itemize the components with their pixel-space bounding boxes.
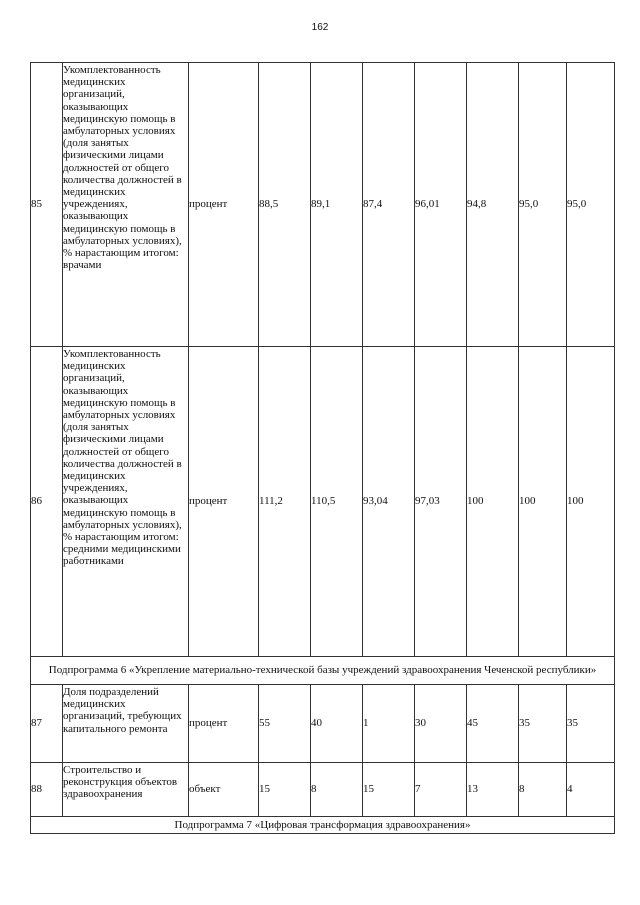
indicators-table <box>30 62 615 834</box>
value-cell: 55 <box>259 685 311 763</box>
value-cell: 97,03 <box>415 347 467 657</box>
value-cell: 15 <box>259 763 311 817</box>
value-cell: 87,4 <box>363 63 415 347</box>
value-cell: 95,0 <box>519 63 567 347</box>
value-cell: 94,8 <box>467 63 519 347</box>
row-number: 88 <box>31 763 63 817</box>
row-number: 87 <box>31 685 63 763</box>
indicator-name: Доля подразделений медицинских организаций, требующих капитального ремонта <box>63 685 189 763</box>
table-row <box>31 63 615 347</box>
table-row <box>31 685 615 763</box>
table-row <box>31 347 615 657</box>
value-cell: 8 <box>311 763 363 817</box>
subprogram-header-row <box>31 657 615 685</box>
value-cell: 13 <box>467 763 519 817</box>
value-cell: 100 <box>467 347 519 657</box>
unit-cell: объект <box>189 763 259 817</box>
value-cell: 89,1 <box>311 63 363 347</box>
value-cell: 110,5 <box>311 347 363 657</box>
subprogram-title: Подпрограмма 6 «Укрепление материально-технической базы учреждений здравоохранения Чеченской республики» <box>31 657 615 685</box>
value-cell: 95,0 <box>567 63 615 347</box>
table-row <box>31 763 615 817</box>
value-cell: 93,04 <box>363 347 415 657</box>
unit-cell: процент <box>189 685 259 763</box>
value-cell: 30 <box>415 685 467 763</box>
value-cell: 7 <box>415 763 467 817</box>
indicator-name: Укомплектованность медицинских организаций, оказывающих медицинскую помощь в амбулаторных условиях (доля занятых физическими лицами должностей от общего количества должностей в медицинских учреждениях, оказывающих медицинскую помощь в амбулаторных условиях), % нарастающим итогом: врачами <box>63 63 189 347</box>
value-cell: 40 <box>311 685 363 763</box>
row-number: 86 <box>31 347 63 657</box>
value-cell: 100 <box>567 347 615 657</box>
value-cell: 100 <box>519 347 567 657</box>
value-cell: 15 <box>363 763 415 817</box>
value-cell: 1 <box>363 685 415 763</box>
unit-cell: процент <box>189 63 259 347</box>
value-cell: 35 <box>567 685 615 763</box>
value-cell: 8 <box>519 763 567 817</box>
value-cell: 96,01 <box>415 63 467 347</box>
subprogram-title: Подпрограмма 7 «Цифровая трансформация здравоохранения» <box>31 817 615 834</box>
value-cell: 4 <box>567 763 615 817</box>
indicator-name: Строительство и реконструкция объектов здравоохранения <box>63 763 189 817</box>
value-cell: 111,2 <box>259 347 311 657</box>
subprogram-header-row <box>31 817 615 834</box>
indicator-name: Укомплектованность медицинских организаций, оказывающих медицинскую помощь в амбулаторных условиях (доля занятых физическими лицами должностей от общего количества должностей в медицинских учреждениях, оказывающих медицинскую помощь в амбулаторных условиях), % нарастающим итогом: средними медицинскими работниками <box>63 347 189 657</box>
page-number: 162 <box>311 22 329 33</box>
value-cell: 45 <box>467 685 519 763</box>
value-cell: 88,5 <box>259 63 311 347</box>
unit-cell: процент <box>189 347 259 657</box>
value-cell: 35 <box>519 685 567 763</box>
row-number: 85 <box>31 63 63 347</box>
